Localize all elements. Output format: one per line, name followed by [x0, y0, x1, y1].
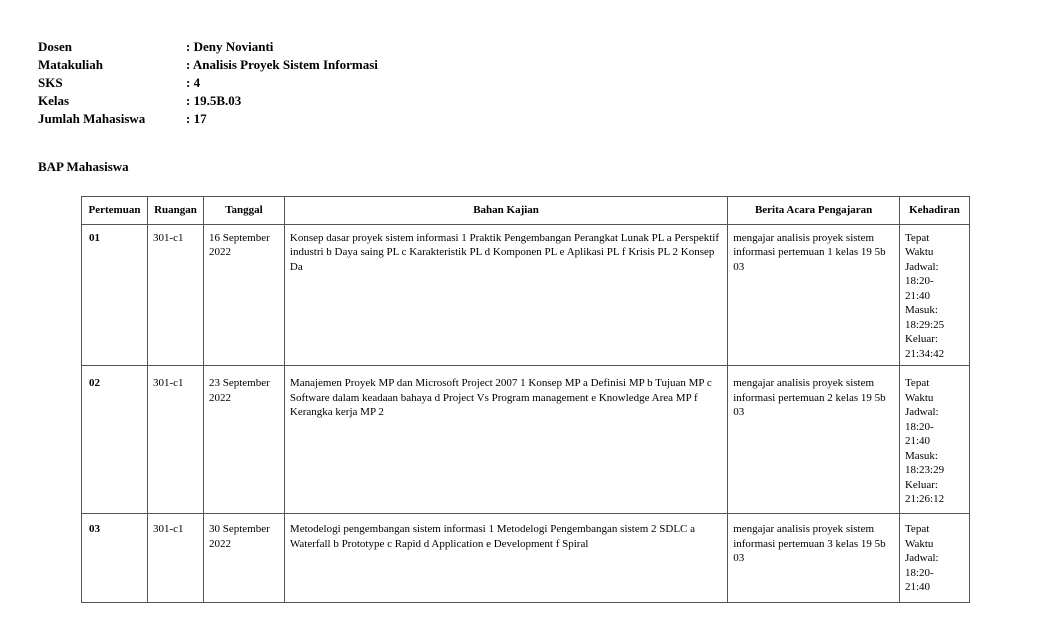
kehadiran-line: 21:40	[904, 289, 931, 302]
info-row-sks	[38, 74, 378, 92]
kehadiran-line: Masuk:	[904, 449, 938, 462]
cell-pertemuan: 02	[82, 366, 148, 514]
kehadiran-line: Tepat	[904, 523, 930, 535]
kehadiran-line: Tepat	[904, 231, 930, 244]
kehadiran-line: 21:40	[904, 581, 931, 593]
column-header-tanggal: Tanggal	[203, 197, 284, 225]
kehadiran-line: Jadwal:	[904, 552, 939, 564]
kehadiran-line: Keluar:	[904, 333, 938, 345]
cell-ruangan: 301-c1	[147, 366, 203, 514]
cell-pertemuan: 01	[82, 224, 148, 366]
info-row-matakuliah	[38, 56, 378, 74]
info-row-dosen	[38, 38, 378, 56]
cell-tanggal: 23 September 2022	[203, 366, 284, 514]
kehadiran-line: Jadwal:	[904, 406, 939, 418]
kehadiran-line: Waktu	[904, 391, 934, 404]
kehadiran-line: 18:20-	[904, 420, 934, 433]
cell-bahan-kajian: Manajemen Proyek MP dan Microsoft Project 2007 1 Konsep MP a Definisi MP b Tujuan MP c Software dalam keadaan bahaya d Project Vs Program management e Knowledge Area MP f Kerangka kerja MP 2	[284, 366, 727, 514]
kehadiran-line: 18:20-	[904, 275, 934, 287]
kehadiran-line: 18:23:29	[904, 464, 945, 476]
column-header-bahan-kajian: Bahan Kajian	[284, 197, 727, 225]
cell-tanggal: 30 September 2022	[203, 514, 284, 603]
info-value: : 19.5B.03	[186, 93, 242, 108]
cell-berita-acara: mengajar analisis proyek sistem informasi pertemuan 3 kelas 19 5b 03	[728, 514, 900, 603]
info-label: Kelas	[38, 93, 70, 108]
cell-bahan-kajian: Konsep dasar proyek sistem informasi 1 Praktik Pengembangan Perangkat Lunak PL a Perspektif industri b Daya saing PL c Karakteristik PL d Komponen PL e Aplikasi PL f Krisis PL 2 Konsep Da	[284, 224, 727, 366]
info-row-kelas	[38, 92, 378, 110]
table-header-row	[82, 197, 970, 225]
cell-kehadiran	[899, 514, 969, 603]
table-row	[82, 366, 970, 514]
cell-kehadiran	[899, 366, 969, 514]
info-label: Matakuliah	[38, 57, 104, 72]
kehadiran-line: Keluar:	[904, 478, 938, 491]
kehadiran-line: Waktu	[904, 537, 934, 550]
section-title: BAP Mahasiswa	[38, 159, 129, 174]
info-row-jumlah-mahasiswa	[38, 110, 378, 128]
cell-berita-acara: mengajar analisis proyek sistem informasi pertemuan 2 kelas 19 5b 03	[728, 366, 900, 514]
kehadiran-line: 18:29:25	[904, 318, 945, 331]
cell-kehadiran	[899, 224, 969, 366]
kehadiran-line: Tepat	[904, 377, 930, 389]
cell-ruangan: 301-c1	[147, 224, 203, 366]
kehadiran-line: Waktu	[904, 246, 934, 258]
cell-tanggal: 16 September 2022	[203, 224, 284, 366]
info-value: : Analisis Proyek Sistem Informasi	[186, 57, 378, 72]
lecturer-info	[38, 38, 378, 128]
info-label: Dosen	[38, 39, 72, 54]
info-label: Jumlah Mahasiswa	[38, 111, 146, 126]
table-row	[82, 224, 970, 366]
cell-pertemuan: 03	[82, 514, 148, 603]
cell-bahan-kajian: Metodelogi pengembangan sistem informasi 1 Metodelogi Pengembangan sistem 2 SDLC a Waterfall b Prototype c Rapid d Application e Development f Spiral	[284, 514, 727, 603]
info-label: SKS	[38, 75, 63, 90]
column-header-kehadiran: Kehadiran	[899, 197, 969, 225]
kehadiran-line: 21:26:12	[904, 493, 945, 505]
bap-table	[81, 196, 970, 603]
kehadiran-line: 21:34:42	[904, 347, 945, 360]
cell-berita-acara: mengajar analisis proyek sistem informasi pertemuan 1 kelas 19 5b 03	[728, 224, 900, 366]
info-value: : 17	[186, 111, 207, 126]
info-value: : 4	[186, 75, 201, 90]
kehadiran-line: 21:40	[904, 435, 931, 447]
info-value: : Deny Novianti	[186, 39, 274, 54]
table-row	[82, 514, 970, 603]
kehadiran-line: 18:20-	[904, 566, 934, 579]
kehadiran-line: Jadwal:	[904, 260, 939, 273]
cell-ruangan: 301-c1	[147, 514, 203, 603]
column-header-berita-acara: Berita Acara Pengajaran	[728, 197, 900, 225]
kehadiran-line: Masuk:	[904, 304, 938, 316]
column-header-ruangan: Ruangan	[147, 197, 203, 225]
column-header-pertemuan: Pertemuan	[82, 197, 148, 225]
